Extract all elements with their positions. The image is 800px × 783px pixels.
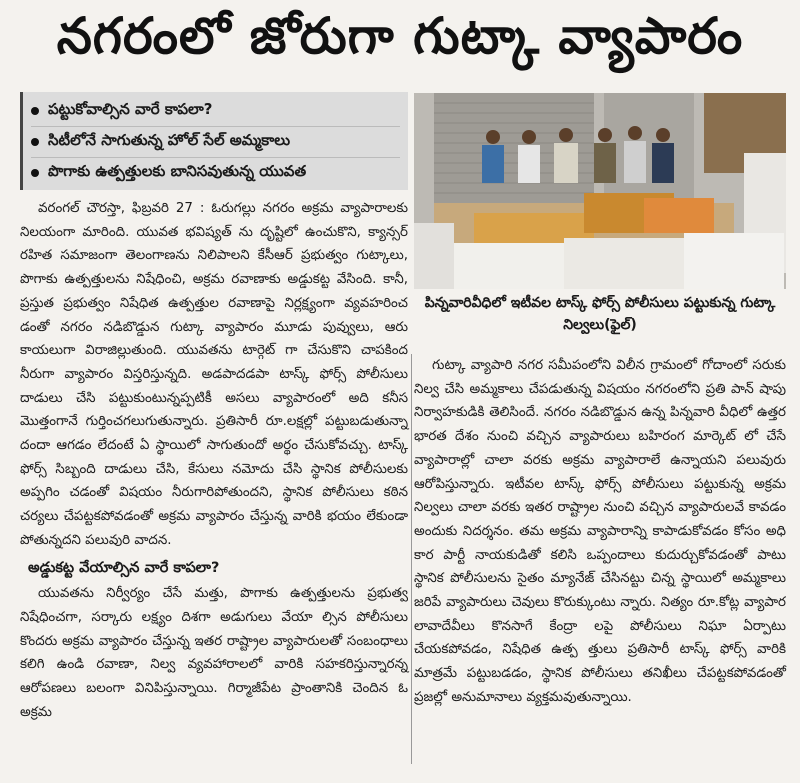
highlight-item xyxy=(31,158,400,188)
highlight-item xyxy=(31,127,400,158)
highlight-text: సిటీలోనే సాగుతున్న హోల్ సేల్ అమ్మకాలు xyxy=(48,131,291,149)
headline: నగరంలో జోరుగా గుట్కా వ్యాపారం xyxy=(56,6,744,65)
right-column xyxy=(414,354,786,710)
article-paragraph: గుట్కా వ్యాపారి నగర సమీపంలోని విలీన గ్రామంలో గోదాంలో సరుకు నిల్వ చేసి అమ్మకాలు చేపడుతున్న విషయం నగరంలోని ప్రతి పాన్ షాపు నిర్వాహకుడికి తెలిసిందే. నగరం నడిబొడ్డున ఉన్న పిన్నవారి వీధిలో ఉత్తర భారత దేశం నుంచి వచ్చిన వ్యాపారులు బహిరంగ మార్కెట్ లో చేసే వ్యాపారాల్లో చాలా వరకు అక్రమ వ్యాపారాలే ఉన్నాయని పలువురు ఆరోపిస్తున్నారు. ఇటీవల టాస్క్ ఫోర్స్ పోలీసులు పట్టుకున్న అక్రమ నిల్వలు చాలా వరకు ఇతర రాష్ట్రాల నుంచి వచ్చిన వ్యాపారులవే కావడం అందుకు నిదర్శనం. తమ అక్రమ వ్యాపారాన్ని కాపాడుకోవడం కోసం అధి కార పార్టీ నాయకుడితో కలిసి ఒప్పందాలు కుదుర్చుకోవడంతో పాటు స్థానిక పోలీసులను సైతం మ్యానేజ్ చేసినట్టు చిన్న స్థాయిలో అమ్మకాలు జరిపే వ్యాపారులు చెవులు కొరుక్కుంటు న్నారు. నిత్యం రూ.కోట్ల వ్యాపార లావాదేవీలు కొనసాగే కేంద్రా లపై పోలీసులు నిఘా ఏర్పాటు చేయకపోవడం, నిషేధిత ఉత్ప త్తులు ప్రతిసారీ టాస్క్ ఫోర్స్ వారికి మాత్రమే పట్టుబడడం, స్థానిక పోలీసులు తనిఖీలు చేపట్టకపోవడంతో ప్రజల్లో అనుమానాలు వ్యక్తమవుతున్నాయి. xyxy=(414,358,786,705)
highlights-box xyxy=(20,92,408,190)
photo-caption: పిన్నవారివీధిలో ఇటీవల టాస్క్ ఫోర్స్ పోలీసులు పట్టుకున్న గుట్కా నిల్వలు(ఫైల్) xyxy=(424,295,776,333)
bullet-icon xyxy=(31,107,39,115)
article-paragraph: యువతను నిర్వీర్యం చేసే మత్తు, పొగాకు ఉత్పత్తులను ప్రభుత్వ నిషేధించగా, సర్కారు లక్ష్యం దిశగా అడుగులు వేయా ల్సిన పోలీసులు కొందరు అక్రమ వ్యాపారం చేస్తున్న ఇతర రాష్ట్రాల వ్యాపారులతో సంబంధాలు కలిగి ఉండి రవాణా, నిల్వ వ్యవహారాలలో వారికి సహకరిస్తున్నారన్న ఆరోపణలు బలంగా వినిపిస్తున్నాయి. గిర్మాజీపేట ప్రాంతానికి చెందిన ఓ అక్రమ xyxy=(20,586,408,720)
column-divider xyxy=(411,354,412,764)
left-column xyxy=(20,197,408,724)
article-paragraph: వరంగల్ చౌరస్తా, ఫిబ్రవరి 27 : ఓరుగల్లు నగరం అక్రమ వ్యాపారాలకు నిలయంగా మారింది. యువత భవిష్యత్ ను దృష్టిలో ఉంచుకొని, క్యాన్సర్ రహిత సమాజంగా తెలంగాణను నిలిపాలని కేసీఆర్ ప్రభుత్వం గుట్కాలు, పొగాకు ఉత్పత్తులను నిషేధించి, అక్రమ రవాణాకు అడ్డుకట్ట వేసింది. కానీ, ప్రస్తుత ప్రభుత్వం నిషేధిత ఉత్పత్తుల రవాణాపై నిర్లక్ష్యంగా వ్యవహరించ డంతో నగరం నడిబొడ్డున గుట్కా వ్యాపారం మూడు పువ్వులు, ఆరు కాయలుగా విరాజిల్లుతుంది. యువతను టార్గెట్ గా చేసుకొని చాపకింద నీరుగా వ్యాపారం విస్తరిస్తున్నది. అడపాదడపా టాస్క్ ఫోర్స్ పోలీసులు దాడులు చేసి పట్టుకుంటున్నప్పటికీ అసలు వ్యాపారంలో అది కనీస మొత్తంగానే గుర్తించగలుగుతున్నారు. ప్రతిసారీ రూ.లక్షల్లో పట్టుబడుతున్నా దందా ఆగడం లేదంటే ఏ స్థాయిలో సాగుతుందో అర్థం చేసుకోవచ్చు. టాస్క్ ఫోర్స్ సిబ్బంది దాడులు చేసి, కేసులు నమోదు చేసి స్థానిక పోలీసులకు అప్పగిం చడంతో విషయం నీరుగారిపోతుందని, స్థానిక పోలీసులు కఠిన చర్యలు చేపట్టకపోవడంతో అక్రమ వ్యాపారం చేస్తున్న వారికి భయం లేకుండా పోతున్నదని పలువురి వాదన. xyxy=(20,201,408,548)
highlight-text: పొగాకు ఉత్పత్తులకు బానిసవుతున్న యువత xyxy=(48,162,307,180)
bullet-icon xyxy=(31,169,39,177)
bullet-icon xyxy=(31,138,39,146)
subheading: అడ్డుకట్ట వేయాల్సిన వారే కాపలా? xyxy=(28,559,220,576)
highlight-text: పట్టుకోవాల్సిన వారే కాపలా? xyxy=(48,100,213,118)
highlight-item xyxy=(31,96,400,127)
news-photo xyxy=(414,93,786,289)
gutka-seizure-photo xyxy=(414,93,786,289)
